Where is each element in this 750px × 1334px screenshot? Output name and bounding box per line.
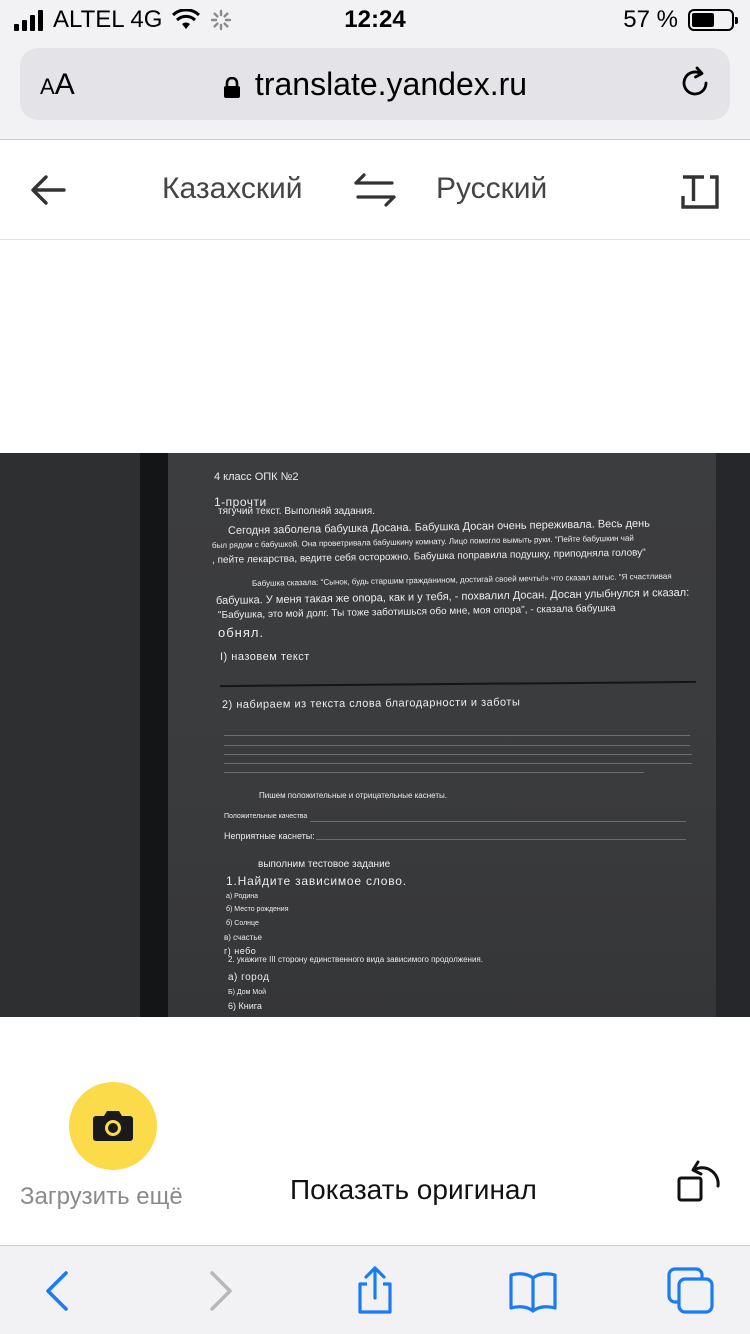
doc-rule [224,772,644,773]
photo-shadow-right [716,453,750,1017]
doc-line: 2) набираем из текста слова благодарности и заботы [221,696,521,711]
doc-line: , пейте лекарства, ведите себя осторожно. Бабушка поправила подушку, приподняла голову" [211,547,646,566]
doc-rule [224,735,690,736]
doc-line: 2. укажите III сторону единственного вида зависимого продолжения. [228,955,483,964]
browser-address-area [0,42,750,140]
doc-line: Положительные качества [224,813,308,820]
text-mode-icon[interactable] [680,174,720,210]
battery-percent: 57 % [623,6,678,33]
doc-line: 4 класс ОПК №2 [214,471,299,483]
doc-line: "Бабушка, это мой долг. Ты тоже заботишься обо мне, моя опора", - сказала бабушка [217,603,616,621]
rotate-icon[interactable] [676,1156,722,1204]
doc-line: обнял. [218,625,265,640]
doc-rule [224,763,692,764]
battery-fill [692,13,714,27]
doc-rule [316,839,686,840]
upload-more-label[interactable]: Загрузить ещё [20,1183,183,1210]
translator-header [0,140,750,240]
browser-back-icon[interactable] [34,1266,84,1316]
doc-line: Бабушка сказала: "Сынок, будь старшим гражданином, достигай своей мечты!» что сказал алгыс. "Я счастливая [251,571,672,588]
show-original-button[interactable]: Показать оригинал [290,1174,537,1205]
clock: 12:24 [344,6,406,33]
doc-line: б) Солнце [226,920,259,927]
source-language-button[interactable]: Казахский [162,172,303,205]
share-icon[interactable] [350,1266,400,1316]
camera-button[interactable] [69,1082,157,1170]
doc-line: Б) Дом Мой [228,989,267,996]
doc-line: б) Место рождения [226,906,289,913]
bookmarks-icon[interactable] [508,1266,558,1316]
doc-line: был рядом с бабушкой. Она проветривала бабушкину комнату. Лицо помогло вымыть руки. "Пейте бабушкин чай [211,533,634,550]
doc-line: а) город [228,972,270,983]
doc-rule [224,754,692,755]
lock-icon [223,77,241,99]
doc-line: г) небо [224,946,257,956]
doc-rule [310,821,686,822]
swap-icon[interactable] [352,172,398,208]
doc-line: в) счастье [224,933,262,942]
camera-icon [92,1108,134,1142]
address-bar[interactable] [20,48,730,120]
doc-line: Пишем положительные и отрицательные каснеты. [259,791,447,800]
tabs-icon[interactable] [666,1266,716,1316]
doc-line: 6) Книга [228,1001,262,1011]
browser-toolbar [0,1245,750,1334]
doc-line: I) назовем текст [220,651,310,663]
doc-line: Сегодня заболела бабушка Досана. Бабушка Досан очень переживала. Весь день [227,517,650,537]
doc-line: 1.Найдите зависимое слово. [226,874,407,888]
arrow-left-icon[interactable] [28,170,68,210]
doc-line: выполним тестовое задание [258,859,391,870]
target-language-button[interactable]: Русский [436,172,548,205]
carrier-label: ALTEL 4G [53,6,163,33]
doc-line: бабушка. У меня такая же опора, как и у тебя, - похвалил Досан. Досан улыбнулся и сказал: [215,586,690,607]
doc-line: тягучий текст. Выполняй задания. [218,506,375,517]
photo-shadow-left [140,453,170,1017]
status-bar [0,0,750,42]
text-size-label: AA [40,68,75,101]
doc-line: 1-прочти [214,495,267,509]
doc-rule [224,745,690,746]
translated-photo [0,453,750,1017]
battery-icon [688,9,734,31]
url-text: translate.yandex.ru [254,66,528,102]
browser-forward-icon[interactable] [194,1266,244,1316]
status-right [623,6,734,34]
reload-icon[interactable] [678,66,712,100]
doc-line: Неприятные каснеты: [224,831,315,841]
url-display[interactable] [20,66,730,103]
doc-line: а) Родина [226,893,259,900]
